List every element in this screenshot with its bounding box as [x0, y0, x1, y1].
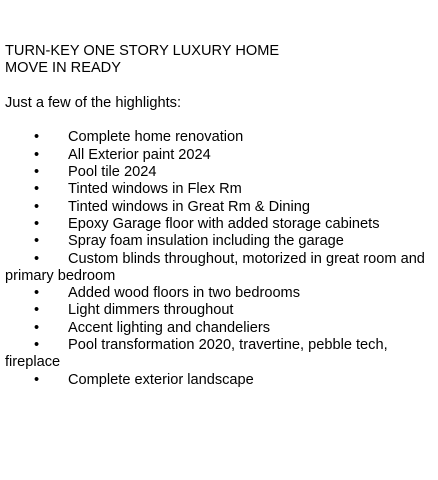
list-item: [5, 129, 433, 146]
list-item: [5, 164, 433, 181]
heading-line-1: TURN-KEY ONE STORY LUXURY HOME: [5, 43, 280, 59]
bullet-icon: •: [34, 164, 40, 181]
list-item-text: All Exterior paint 2024: [68, 146, 211, 163]
bullet-icon: •: [34, 250, 40, 267]
list-item: [5, 233, 433, 250]
listing-description: [5, 43, 433, 389]
list-item-text: Tinted windows in Great Rm & Dining: [68, 198, 310, 215]
bullet-icon: •: [34, 371, 40, 388]
list-item: [5, 199, 433, 216]
list-item-text: Spray foam insulation including the garage: [68, 233, 344, 250]
list-item-text: Complete exterior landscape: [68, 371, 254, 388]
bullet-icon: •: [34, 302, 40, 319]
blank-line: [5, 112, 433, 129]
list-item-text: Pool transformation 2020, travertine, pebble tech, fireplace: [5, 337, 388, 371]
list-item-text: Complete home renovation: [68, 129, 244, 146]
list-item-text: Light dimmers throughout: [68, 302, 234, 319]
list-item-text: Custom blinds throughout, motorized in great room and primary bedroom: [5, 250, 425, 284]
list-item-text: Accent lighting and chandeliers: [68, 319, 271, 336]
list-item: [5, 320, 433, 337]
bullet-icon: •: [34, 215, 40, 232]
list-item-text: Pool tile 2024: [68, 164, 157, 181]
list-item: [5, 302, 433, 319]
bullet-icon: •: [34, 337, 40, 354]
intro-text: Just a few of the highlights:: [5, 94, 182, 111]
list-item-text: Tinted windows in Flex Rm: [68, 181, 242, 198]
list-item: [5, 285, 433, 302]
bullet-icon: •: [34, 146, 40, 163]
highlights-list: [5, 129, 433, 388]
list-item: [5, 372, 433, 389]
bullet-icon: •: [34, 129, 40, 146]
bullet-icon: •: [34, 319, 40, 336]
list-item: [5, 337, 433, 372]
list-item-text: Epoxy Garage floor with added storage cabinets: [68, 215, 380, 232]
list-item: [5, 251, 433, 286]
bullet-icon: •: [34, 198, 40, 215]
list-item: [5, 216, 433, 233]
list-item: [5, 147, 433, 164]
bullet-icon: •: [34, 285, 40, 302]
list-item: [5, 181, 433, 198]
bullet-icon: •: [34, 181, 40, 198]
blank-line: [5, 78, 433, 95]
list-item-text: Added wood floors in two bedrooms: [68, 285, 301, 302]
bullet-icon: •: [34, 233, 40, 250]
heading-line-2: MOVE IN READY: [5, 60, 121, 77]
